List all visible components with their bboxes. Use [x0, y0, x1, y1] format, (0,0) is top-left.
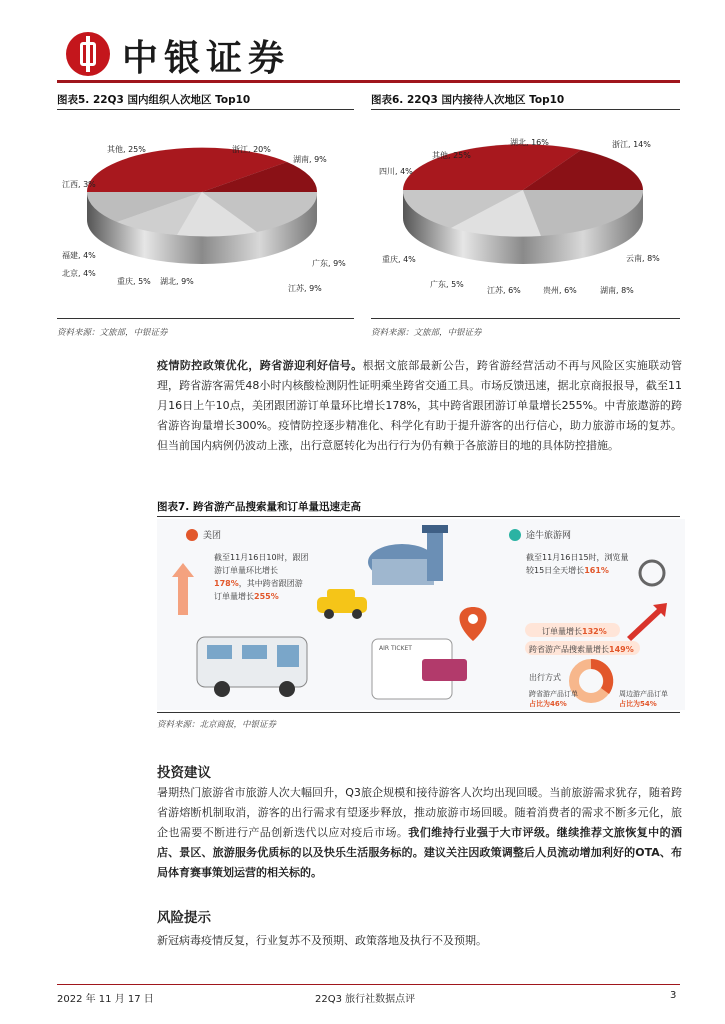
fig6-label-3: 四川, 4% [379, 167, 413, 176]
footer-doc-title: 22Q3 旅行社数据点评 [315, 994, 416, 1005]
policy-body: 根据文旅部最新公告，跨省游经营活动不再与风险区实施联动管理，跨省游客需凭48小时内核酸检测阴性证明乘坐跨省交通工具。市场反馈迅速，据北京商报报导，截至11月16日上午10点，美团跟团游订单量环比增长178%，其中跨省跟团游订单量增长255%。中青旅遨游的跨省游咨询量增长300%。疫情防控逐步精准化、科学化有助于提升游客的出行信心，助力旅游市场的复苏。但当前国内病例仍波动上涨，出行意愿转化为出行行为仍有赖于各旅游目的地的具体防控措施。 [157, 359, 683, 452]
footer-divider [57, 984, 680, 985]
figure7-title: 图表7. 跨省游产品搜索量和订单量迅速走高 [157, 501, 361, 513]
fig5-label-5: 北京, 4% [62, 269, 96, 278]
meituan-pct1: 178% [214, 579, 239, 588]
tuniu-name: 途牛旅游网 [526, 531, 572, 541]
meituan-pct2: 255% [254, 592, 279, 601]
invest-body: 暑期热门旅游省市旅游人次大幅回升，Q3旅企规模和接待游客人次均出现回暖。当前旅游需求犹存，随着跨省游熔断机制取消，游客的出行需求有望逐步释放，推动旅游市场回暖。随着消费者的需求不断多元化，旅企也需要不断进行产品创新迭代以应对疫后市场。 [157, 786, 682, 839]
figure7-top-rule [157, 516, 680, 517]
figure5-source: 资料来源：文旅部，中银证券 [57, 328, 168, 338]
figure5-bottom-rule [57, 318, 354, 319]
fig5-label-0: 其他, 25% [107, 145, 146, 154]
invest-body-bold: 我们维持行业强于大市评级。继续推荐文旅恢复中的酒店、景区、旅游服务优质标的以及快乐生活服务标的。建议关注因政策调整后人员流动增加利好的OTA、布局体育赛事策划运营的相关标的。 [157, 826, 683, 879]
search-label: 跨省游产品搜索量增长 [529, 645, 609, 654]
fig5-label-9: 江苏, 9% [288, 284, 322, 293]
fig5-label-8: 广东, 9% [312, 259, 346, 268]
tuniu-text1: 截至11月16日15时，浏览量较15日全天增长 [526, 553, 629, 575]
fig5-label-6: 重庆, 5% [117, 277, 151, 286]
order-pct: 132% [582, 627, 607, 636]
fig5-label-1: 浙江, 20% [232, 145, 271, 154]
fig6-label-2: 其他, 25% [432, 151, 471, 160]
invest-paragraph [157, 783, 682, 883]
tuniu-pct1: 161% [584, 566, 609, 575]
cross-value: 占比为46% [529, 700, 567, 708]
meituan-text1: 截至11月16日10时，跟团游订单量环比增长 [214, 553, 309, 575]
figure6-top-rule [371, 109, 680, 110]
infographic-art [157, 519, 685, 710]
fig5-label-2: 湖南, 9% [293, 155, 327, 164]
fig5-label-3: 江西, 3% [62, 180, 96, 189]
mode-title: 出行方式 [529, 673, 561, 682]
fig6-label-0: 湖北, 16% [510, 138, 549, 147]
risk-body: 新冠病毒疫情反复，行业复苏不及预期、政策落地及执行不及预期。 [157, 934, 487, 947]
header-divider [57, 80, 680, 83]
fig6-label-4: 重庆, 4% [382, 255, 416, 264]
order-growth [542, 625, 607, 638]
figure5-title: 图表5. 22Q3 国内组织人次地区 Top10 [57, 94, 251, 106]
search-pct: 149% [609, 645, 634, 654]
cross-province-share [529, 689, 578, 709]
search-growth [529, 643, 634, 656]
fig5-label-7: 湖北, 9% [160, 277, 194, 286]
invest-heading: 投资建议 [157, 765, 211, 781]
fig6-label-6: 江苏, 6% [487, 286, 521, 295]
phone-screen-text: AIR TICKET [379, 645, 412, 652]
order-label: 订单量增长 [542, 627, 582, 636]
cross-label: 跨省游产品订单 [529, 690, 578, 698]
meituan-text [214, 551, 309, 603]
company-logo [66, 32, 110, 76]
tuniu-text [526, 551, 631, 577]
page-number: 3 [670, 990, 677, 1001]
policy-lead: 疫情防控政策优化，跨省游迎利好信号。 [157, 359, 363, 372]
figure6-title: 图表6. 22Q3 国内接待人次地区 Top10 [371, 94, 565, 106]
figure6-bottom-rule [371, 318, 680, 319]
figure7-source: 资料来源：北京商报，中银证券 [157, 720, 277, 730]
fig6-label-1: 浙江, 14% [612, 140, 651, 149]
meituan-text2: ，其中跨省跟团游订单量增长 [214, 579, 303, 601]
near-value: 占比为54% [619, 700, 657, 708]
meituan-name: 美团 [203, 531, 222, 541]
brand-name: 中银证券 [122, 37, 291, 79]
risk-heading: 风险提示 [157, 910, 211, 926]
fig5-label-4: 福建, 4% [62, 251, 96, 260]
fig6-label-8: 湖南, 8% [600, 286, 634, 295]
fig6-label-9: 云南, 8% [626, 254, 660, 263]
figure6-source: 资料来源：文旅部，中银证券 [371, 328, 482, 338]
policy-paragraph [157, 356, 682, 456]
figure5-top-rule [57, 109, 354, 110]
fig6-label-7: 贵州, 6% [543, 286, 577, 295]
near-label: 周边游产品订单 [619, 690, 668, 698]
footer-date: 2022 年 11 月 17 日 [57, 994, 154, 1005]
nearby-share [619, 689, 668, 709]
figure7-infographic [157, 519, 685, 710]
fig6-label-5: 广东, 5% [430, 280, 464, 289]
figure7-bottom-rule [157, 712, 680, 713]
